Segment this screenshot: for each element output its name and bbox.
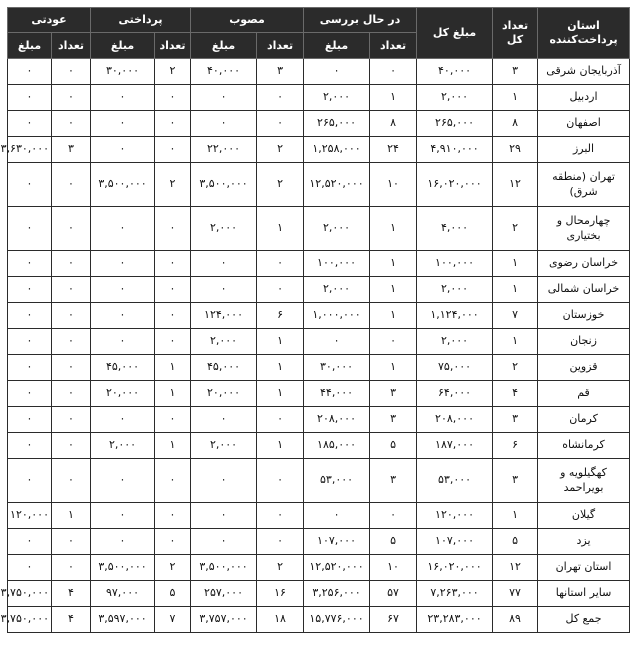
province-cell: البرز — [538, 137, 630, 163]
review-amount-cell: ۱۵,۷۷۶,۰۰۰ — [304, 607, 370, 633]
review-amount-cell: ۲,۰۰۰ — [304, 85, 370, 111]
review-count-cell: ۲۴ — [370, 137, 417, 163]
total-amount-cell: ۷,۲۶۳,۰۰۰ — [417, 581, 493, 607]
review-amount-cell: ۱۲,۵۲۰,۰۰۰ — [304, 555, 370, 581]
table-row — [8, 59, 630, 85]
total-count-cell: ۲ — [493, 355, 538, 381]
table-row — [8, 503, 630, 529]
province-cell: یزد — [538, 529, 630, 555]
paid-count-cell: ۲ — [155, 163, 191, 207]
returned-count-cell: ۰ — [52, 459, 91, 503]
approved-count-cell: ۲ — [257, 163, 304, 207]
returned-count-cell: ۰ — [52, 111, 91, 137]
review-amount-cell: ۲,۰۰۰ — [304, 207, 370, 251]
province-cell: چهارمحال و بختیاری — [538, 207, 630, 251]
review-count-cell: ۵۷ — [370, 581, 417, 607]
province-payment-table — [0, 7, 630, 633]
returned-count-cell: ۴ — [52, 581, 91, 607]
approved-amount-cell: ۳,۵۰۰,۰۰۰ — [191, 163, 257, 207]
approved-amount-cell: ۰ — [191, 529, 257, 555]
table-row — [8, 555, 630, 581]
review-count-cell: ۰ — [370, 59, 417, 85]
table-row — [8, 355, 630, 381]
returned-count-cell: ۰ — [52, 59, 91, 85]
approved-amount-cell: ۰ — [191, 459, 257, 503]
paid-count-cell: ۰ — [155, 251, 191, 277]
approved-count-cell: ۰ — [257, 85, 304, 111]
review-amount-cell: ۰ — [304, 59, 370, 85]
returned-count-cell: ۰ — [52, 355, 91, 381]
paid-amount-cell: ۴۵,۰۰۰ — [91, 355, 155, 381]
table-row — [8, 529, 630, 555]
approved-amount-cell: ۲,۰۰۰ — [191, 207, 257, 251]
returned-count-cell: ۳ — [52, 137, 91, 163]
review-count-cell: ۵ — [370, 433, 417, 459]
table-row — [8, 581, 630, 607]
total-count-cell: ۵ — [493, 529, 538, 555]
approved-count-cell: ۰ — [257, 111, 304, 137]
total-amount-cell: ۶۴,۰۰۰ — [417, 381, 493, 407]
total-amount-cell: ۲,۰۰۰ — [417, 277, 493, 303]
paid-amount-cell: ۰ — [91, 251, 155, 277]
header-group-paid: پرداختی — [91, 8, 191, 33]
review-amount-cell: ۲۰۸,۰۰۰ — [304, 407, 370, 433]
total-amount-cell: ۴,۰۰۰ — [417, 207, 493, 251]
approved-count-cell: ۳ — [257, 59, 304, 85]
returned-amount-cell: ۰ — [8, 111, 52, 137]
table-row — [8, 207, 630, 251]
total-amount-cell: ۲,۰۰۰ — [417, 85, 493, 111]
table-row — [8, 433, 630, 459]
total-amount-cell: ۱۶,۰۲۰,۰۰۰ — [417, 163, 493, 207]
paid-amount-cell: ۰ — [91, 329, 155, 355]
total-amount-cell: ۲۰۸,۰۰۰ — [417, 407, 493, 433]
table-row — [8, 407, 630, 433]
paid-count-cell: ۰ — [155, 329, 191, 355]
returned-count-cell: ۰ — [52, 163, 91, 207]
total-amount-cell: ۷۵,۰۰۰ — [417, 355, 493, 381]
returned-amount-cell: ۰ — [8, 459, 52, 503]
province-cell: استان تهران — [538, 555, 630, 581]
paid-count-cell: ۰ — [155, 207, 191, 251]
total-count-cell: ۷۷ — [493, 581, 538, 607]
paid-count-cell: ۰ — [155, 459, 191, 503]
approved-amount-cell: ۴۰,۰۰۰ — [191, 59, 257, 85]
paid-count-cell: ۷ — [155, 607, 191, 633]
total-amount-cell: ۴۰,۰۰۰ — [417, 59, 493, 85]
table-row — [8, 303, 630, 329]
total-count-cell: ۷ — [493, 303, 538, 329]
header-approved-count: تعداد — [257, 33, 304, 59]
total-count-cell: ۱ — [493, 329, 538, 355]
review-count-cell: ۱ — [370, 207, 417, 251]
paid-amount-cell: ۰ — [91, 407, 155, 433]
review-amount-cell: ۱,۰۰۰,۰۰۰ — [304, 303, 370, 329]
total-count-cell: ۲ — [493, 207, 538, 251]
province-cell: قم — [538, 381, 630, 407]
header-review-amount: مبلغ — [304, 33, 370, 59]
table-row — [8, 111, 630, 137]
total-amount-cell: ۲۳,۲۸۳,۰۰۰ — [417, 607, 493, 633]
review-count-cell: ۱ — [370, 251, 417, 277]
review-count-cell: ۶۷ — [370, 607, 417, 633]
total-count-cell: ۳ — [493, 407, 538, 433]
review-count-cell: ۱ — [370, 277, 417, 303]
paid-amount-cell: ۲۰,۰۰۰ — [91, 381, 155, 407]
total-count-cell: ۸۹ — [493, 607, 538, 633]
paid-count-cell: ۱ — [155, 433, 191, 459]
approved-count-cell: ۱ — [257, 207, 304, 251]
paid-amount-cell: ۳,۵۰۰,۰۰۰ — [91, 163, 155, 207]
header-returned-amount: مبلغ — [8, 33, 52, 59]
province-cell: کرمانشاه — [538, 433, 630, 459]
total-count-cell: ۴ — [493, 381, 538, 407]
total-amount-cell: ۱,۱۲۴,۰۰۰ — [417, 303, 493, 329]
paid-count-cell: ۰ — [155, 277, 191, 303]
approved-amount-cell: ۳,۵۰۰,۰۰۰ — [191, 555, 257, 581]
approved-amount-cell: ۳,۷۵۷,۰۰۰ — [191, 607, 257, 633]
paid-amount-cell: ۰ — [91, 459, 155, 503]
returned-amount-cell: ۰ — [8, 529, 52, 555]
header-approved-amount: مبلغ — [191, 33, 257, 59]
approved-count-cell: ۰ — [257, 251, 304, 277]
province-cell: جمع کل — [538, 607, 630, 633]
returned-amount-cell: ۳,۷۵۰,۰۰۰ — [8, 607, 52, 633]
paid-amount-cell: ۰ — [91, 85, 155, 111]
paid-count-cell: ۱ — [155, 355, 191, 381]
approved-amount-cell: ۲۵۷,۰۰۰ — [191, 581, 257, 607]
total-count-cell: ۶ — [493, 433, 538, 459]
header-returned-count: تعداد — [52, 33, 91, 59]
total-count-cell: ۳ — [493, 59, 538, 85]
province-cell: سایر استانها — [538, 581, 630, 607]
total-amount-cell: ۲,۰۰۰ — [417, 329, 493, 355]
approved-amount-cell: ۰ — [191, 277, 257, 303]
review-count-cell: ۵ — [370, 529, 417, 555]
review-amount-cell: ۰ — [304, 329, 370, 355]
returned-count-cell: ۰ — [52, 529, 91, 555]
returned-count-cell: ۴ — [52, 607, 91, 633]
header-total-amount: مبلغ کل — [417, 8, 493, 59]
total-count-cell: ۱ — [493, 277, 538, 303]
returned-amount-cell: ۰ — [8, 303, 52, 329]
paid-amount-cell: ۲,۰۰۰ — [91, 433, 155, 459]
returned-count-cell: ۱ — [52, 503, 91, 529]
approved-count-cell: ۱ — [257, 355, 304, 381]
returned-amount-cell: ۰ — [8, 277, 52, 303]
paid-amount-cell: ۰ — [91, 111, 155, 137]
total-count-cell: ۳ — [493, 459, 538, 503]
table-row — [8, 85, 630, 111]
header-paid-amount: مبلغ — [91, 33, 155, 59]
table-row — [8, 381, 630, 407]
total-count-cell: ۲۹ — [493, 137, 538, 163]
total-amount-cell: ۱۸۷,۰۰۰ — [417, 433, 493, 459]
review-count-cell: ۸ — [370, 111, 417, 137]
approved-count-cell: ۱ — [257, 329, 304, 355]
paid-count-cell: ۰ — [155, 303, 191, 329]
paid-amount-cell: ۰ — [91, 277, 155, 303]
total-count-cell: ۱۲ — [493, 163, 538, 207]
paid-amount-cell: ۳۰,۰۰۰ — [91, 59, 155, 85]
returned-count-cell: ۰ — [52, 433, 91, 459]
review-amount-cell: ۱۸۵,۰۰۰ — [304, 433, 370, 459]
paid-amount-cell: ۳,۵۹۷,۰۰۰ — [91, 607, 155, 633]
review-count-cell: ۱ — [370, 85, 417, 111]
province-cell: خراسان شمالی — [538, 277, 630, 303]
province-cell: گیلان — [538, 503, 630, 529]
header-row-groups — [8, 8, 630, 33]
province-cell: کرمان — [538, 407, 630, 433]
table-row — [8, 251, 630, 277]
paid-count-cell: ۰ — [155, 529, 191, 555]
returned-amount-cell: ۱۲۰,۰۰۰ — [8, 503, 52, 529]
review-amount-cell: ۱,۲۵۸,۰۰۰ — [304, 137, 370, 163]
table-row — [8, 137, 630, 163]
approved-amount-cell: ۲,۰۰۰ — [191, 433, 257, 459]
total-amount-cell: ۴,۹۱۰,۰۰۰ — [417, 137, 493, 163]
review-amount-cell: ۳,۲۵۶,۰۰۰ — [304, 581, 370, 607]
returned-amount-cell: ۰ — [8, 251, 52, 277]
approved-count-cell: ۱ — [257, 433, 304, 459]
approved-amount-cell: ۱۲۴,۰۰۰ — [191, 303, 257, 329]
province-cell: تهران (منطقه شرق) — [538, 163, 630, 207]
returned-amount-cell: ۰ — [8, 59, 52, 85]
approved-amount-cell: ۰ — [191, 407, 257, 433]
returned-amount-cell: ۳,۷۵۰,۰۰۰ — [8, 581, 52, 607]
returned-amount-cell: ۰ — [8, 433, 52, 459]
paid-count-cell: ۲ — [155, 555, 191, 581]
grand-total-row — [8, 607, 630, 633]
paid-count-cell: ۱ — [155, 381, 191, 407]
table-row — [8, 459, 630, 503]
paid-amount-cell: ۰ — [91, 137, 155, 163]
province-cell: زنجان — [538, 329, 630, 355]
province-cell: خوزستان — [538, 303, 630, 329]
total-count-cell: ۱ — [493, 85, 538, 111]
approved-count-cell: ۲ — [257, 137, 304, 163]
total-count-cell: ۸ — [493, 111, 538, 137]
review-count-cell: ۱ — [370, 303, 417, 329]
table-row — [8, 329, 630, 355]
returned-amount-cell: ۳,۶۳۰,۰۰۰ — [8, 137, 52, 163]
total-count-cell: ۱ — [493, 251, 538, 277]
approved-count-cell: ۰ — [257, 529, 304, 555]
province-cell: قزوین — [538, 355, 630, 381]
review-amount-cell: ۲,۰۰۰ — [304, 277, 370, 303]
review-amount-cell: ۵۳,۰۰۰ — [304, 459, 370, 503]
table-row — [8, 277, 630, 303]
review-amount-cell: ۴۴,۰۰۰ — [304, 381, 370, 407]
review-count-cell: ۱۰ — [370, 163, 417, 207]
header-group-approved: مصوب — [191, 8, 304, 33]
review-amount-cell: ۰ — [304, 503, 370, 529]
returned-count-cell: ۰ — [52, 207, 91, 251]
review-count-cell: ۳ — [370, 381, 417, 407]
province-cell: خراسان رضوی — [538, 251, 630, 277]
approved-count-cell: ۰ — [257, 459, 304, 503]
total-count-cell: ۱۲ — [493, 555, 538, 581]
approved-count-cell: ۶ — [257, 303, 304, 329]
approved-count-cell: ۱۸ — [257, 607, 304, 633]
approved-amount-cell: ۰ — [191, 503, 257, 529]
review-count-cell: ۱ — [370, 355, 417, 381]
paid-count-cell: ۰ — [155, 503, 191, 529]
returned-amount-cell: ۰ — [8, 207, 52, 251]
paid-count-cell: ۰ — [155, 85, 191, 111]
returned-amount-cell: ۰ — [8, 163, 52, 207]
paid-count-cell: ۰ — [155, 407, 191, 433]
review-amount-cell: ۱۰۷,۰۰۰ — [304, 529, 370, 555]
review-amount-cell: ۱۰۰,۰۰۰ — [304, 251, 370, 277]
header-review-count: تعداد — [370, 33, 417, 59]
paid-amount-cell: ۰ — [91, 207, 155, 251]
approved-count-cell: ۱ — [257, 381, 304, 407]
province-cell: اصفهان — [538, 111, 630, 137]
returned-amount-cell: ۰ — [8, 407, 52, 433]
review-amount-cell: ۳۰,۰۰۰ — [304, 355, 370, 381]
paid-count-cell: ۵ — [155, 581, 191, 607]
approved-amount-cell: ۲۲,۰۰۰ — [191, 137, 257, 163]
header-province: استان پرداخت‌کننده — [538, 8, 630, 59]
approved-count-cell: ۰ — [257, 503, 304, 529]
returned-amount-cell: ۰ — [8, 381, 52, 407]
province-cell: کهگیلویه و بویراحمد — [538, 459, 630, 503]
table-row — [8, 163, 630, 207]
returned-count-cell: ۰ — [52, 303, 91, 329]
approved-amount-cell: ۲۰,۰۰۰ — [191, 381, 257, 407]
total-amount-cell: ۱۰۰,۰۰۰ — [417, 251, 493, 277]
approved-amount-cell: ۰ — [191, 251, 257, 277]
approved-amount-cell: ۴۵,۰۰۰ — [191, 355, 257, 381]
paid-count-cell: ۰ — [155, 137, 191, 163]
total-amount-cell: ۱۲۰,۰۰۰ — [417, 503, 493, 529]
returned-count-cell: ۰ — [52, 381, 91, 407]
paid-amount-cell: ۰ — [91, 503, 155, 529]
total-count-cell: ۱ — [493, 503, 538, 529]
review-count-cell: ۰ — [370, 503, 417, 529]
returned-count-cell: ۰ — [52, 555, 91, 581]
total-amount-cell: ۵۳,۰۰۰ — [417, 459, 493, 503]
returned-count-cell: ۰ — [52, 407, 91, 433]
returned-amount-cell: ۰ — [8, 555, 52, 581]
paid-amount-cell: ۰ — [91, 529, 155, 555]
review-count-cell: ۱۰ — [370, 555, 417, 581]
total-amount-cell: ۱۶,۰۲۰,۰۰۰ — [417, 555, 493, 581]
paid-amount-cell: ۹۷,۰۰۰ — [91, 581, 155, 607]
header-group-review: در حال بررسی — [304, 8, 417, 33]
returned-amount-cell: ۰ — [8, 329, 52, 355]
returned-count-cell: ۰ — [52, 85, 91, 111]
review-count-cell: ۳ — [370, 407, 417, 433]
header-paid-count: تعداد — [155, 33, 191, 59]
returned-count-cell: ۰ — [52, 251, 91, 277]
approved-count-cell: ۰ — [257, 407, 304, 433]
returned-amount-cell: ۰ — [8, 355, 52, 381]
province-cell: اردبیل — [538, 85, 630, 111]
approved-amount-cell: ۲,۰۰۰ — [191, 329, 257, 355]
paid-amount-cell: ۰ — [91, 303, 155, 329]
approved-count-cell: ۰ — [257, 277, 304, 303]
review-count-cell: ۳ — [370, 459, 417, 503]
review-amount-cell: ۲۶۵,۰۰۰ — [304, 111, 370, 137]
returned-amount-cell: ۰ — [8, 85, 52, 111]
total-amount-cell: ۱۰۷,۰۰۰ — [417, 529, 493, 555]
paid-amount-cell: ۳,۵۰۰,۰۰۰ — [91, 555, 155, 581]
approved-amount-cell: ۰ — [191, 111, 257, 137]
approved-count-cell: ۱۶ — [257, 581, 304, 607]
province-cell: آذربایجان شرقی — [538, 59, 630, 85]
paid-count-cell: ۰ — [155, 111, 191, 137]
review-count-cell: ۰ — [370, 329, 417, 355]
returned-count-cell: ۰ — [52, 329, 91, 355]
paid-count-cell: ۲ — [155, 59, 191, 85]
table-body — [0, 59, 630, 633]
approved-count-cell: ۲ — [257, 555, 304, 581]
header-total-count: تعداد کل — [493, 8, 538, 59]
review-amount-cell: ۱۲,۵۲۰,۰۰۰ — [304, 163, 370, 207]
header-group-returned: عودتی — [8, 8, 91, 33]
total-amount-cell: ۲۶۵,۰۰۰ — [417, 111, 493, 137]
returned-count-cell: ۰ — [52, 277, 91, 303]
approved-amount-cell: ۰ — [191, 85, 257, 111]
